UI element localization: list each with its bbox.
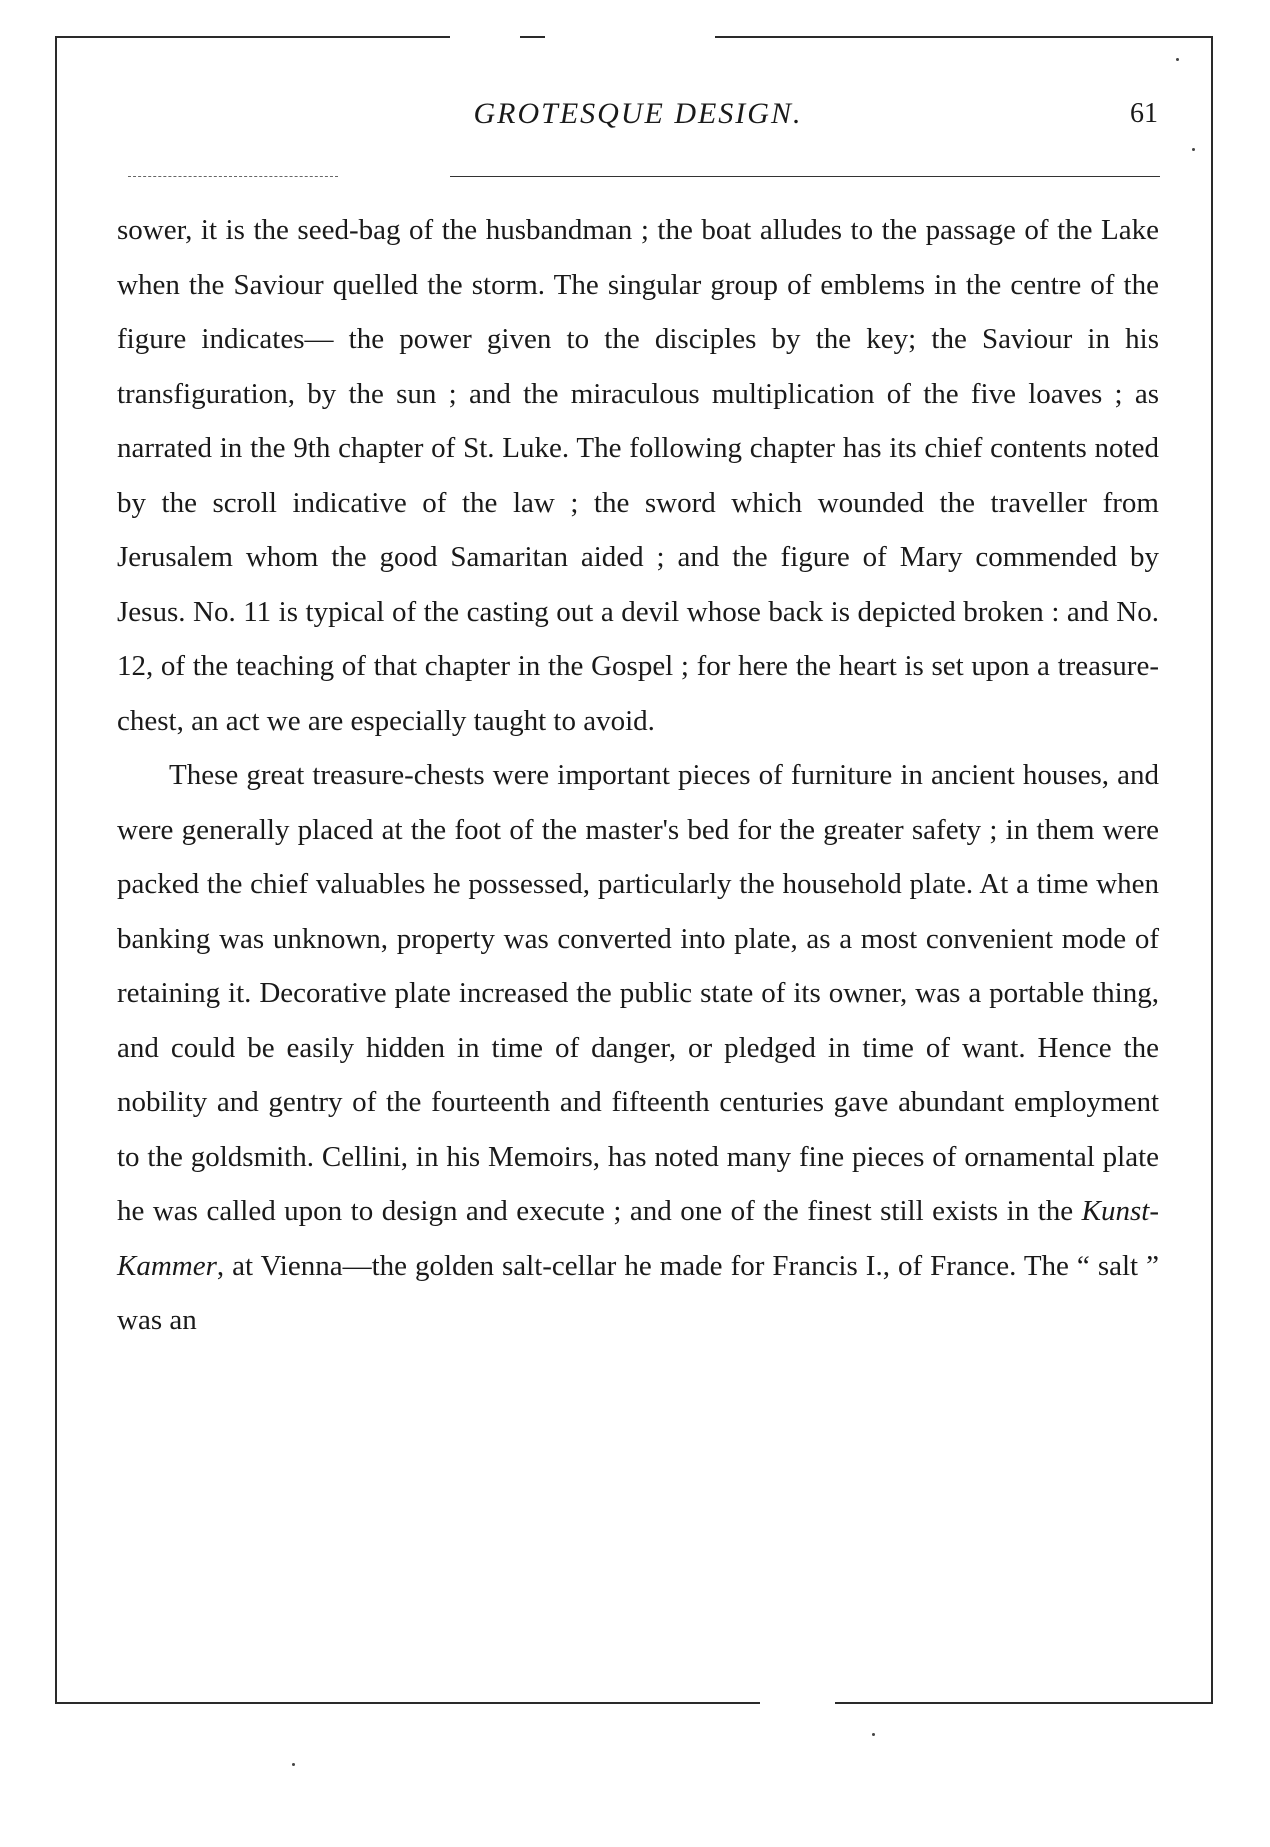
print-speck xyxy=(292,1763,295,1766)
print-speck xyxy=(1176,58,1179,61)
border-gap xyxy=(450,33,520,39)
print-speck xyxy=(872,1733,875,1736)
body-text xyxy=(117,203,1159,1348)
page-header xyxy=(118,92,1158,136)
paragraph: sower, it is the seed-bag of the husbandman ; the boat alludes to the passage of the Lake when the Saviour quelled the storm. The singular group of emblems in the centre of the figure indicates— the power given to the disciples by the key; the Saviour in his transfiguration, by the sun ; and the miraculous multiplication of the five loaves ; as narrated in the 9th chapter of St. Luke. The following chapter has its chief contents noted by the scroll indicative of the law ; the sword which wounded the traveller from Jerusalem whom the good Samaritan aided ; and the figure of Mary commended by Jesus. No. 11 is typical of the casting out a devil whose back is depicted broken : and No. 12, of the teaching of that chapter in the Gospel ; for here the heart is set upon a treasure-chest, an act we are especially taught to avoid. xyxy=(117,214,1159,737)
page-number: 61 xyxy=(1130,98,1158,129)
header-rule-left xyxy=(128,176,338,177)
paragraph-text: , at Vienna—the golden salt-cellar he made for Francis I., of France. The “ salt ” was an xyxy=(117,1249,1159,1336)
paragraph-text: These great treasure-chests were important pieces of furniture in ancient houses, and were generally placed at the foot of the master's bed for the greater safety ; in them were packed the chief valuables he possessed, particularly the household plate. At a time when banking was unknown, property was converted into plate, as a most convenient mode of retaining it. Decorative plate increased the public state of its owner, was a portable thing, and could be easily hidden in time of danger, or pledged in time of want. Hence the nobility and gentry of the fourteenth and fifteenth centuries gave abundant employment to the goldsmith. Cellini, in his Memoirs, has noted many fine pieces of ornamental plate he was called upon to design and execute ; and one of the finest still exists in the xyxy=(117,759,1159,1227)
border-gap xyxy=(545,33,715,39)
border-gap xyxy=(760,1701,835,1707)
italic-title: Kunst-Kammer xyxy=(117,1195,1159,1282)
print-speck xyxy=(1192,148,1195,151)
paragraph xyxy=(117,748,1159,1348)
header-rule-right xyxy=(450,176,1160,177)
running-head: GROTESQUE DESIGN. xyxy=(473,97,803,130)
